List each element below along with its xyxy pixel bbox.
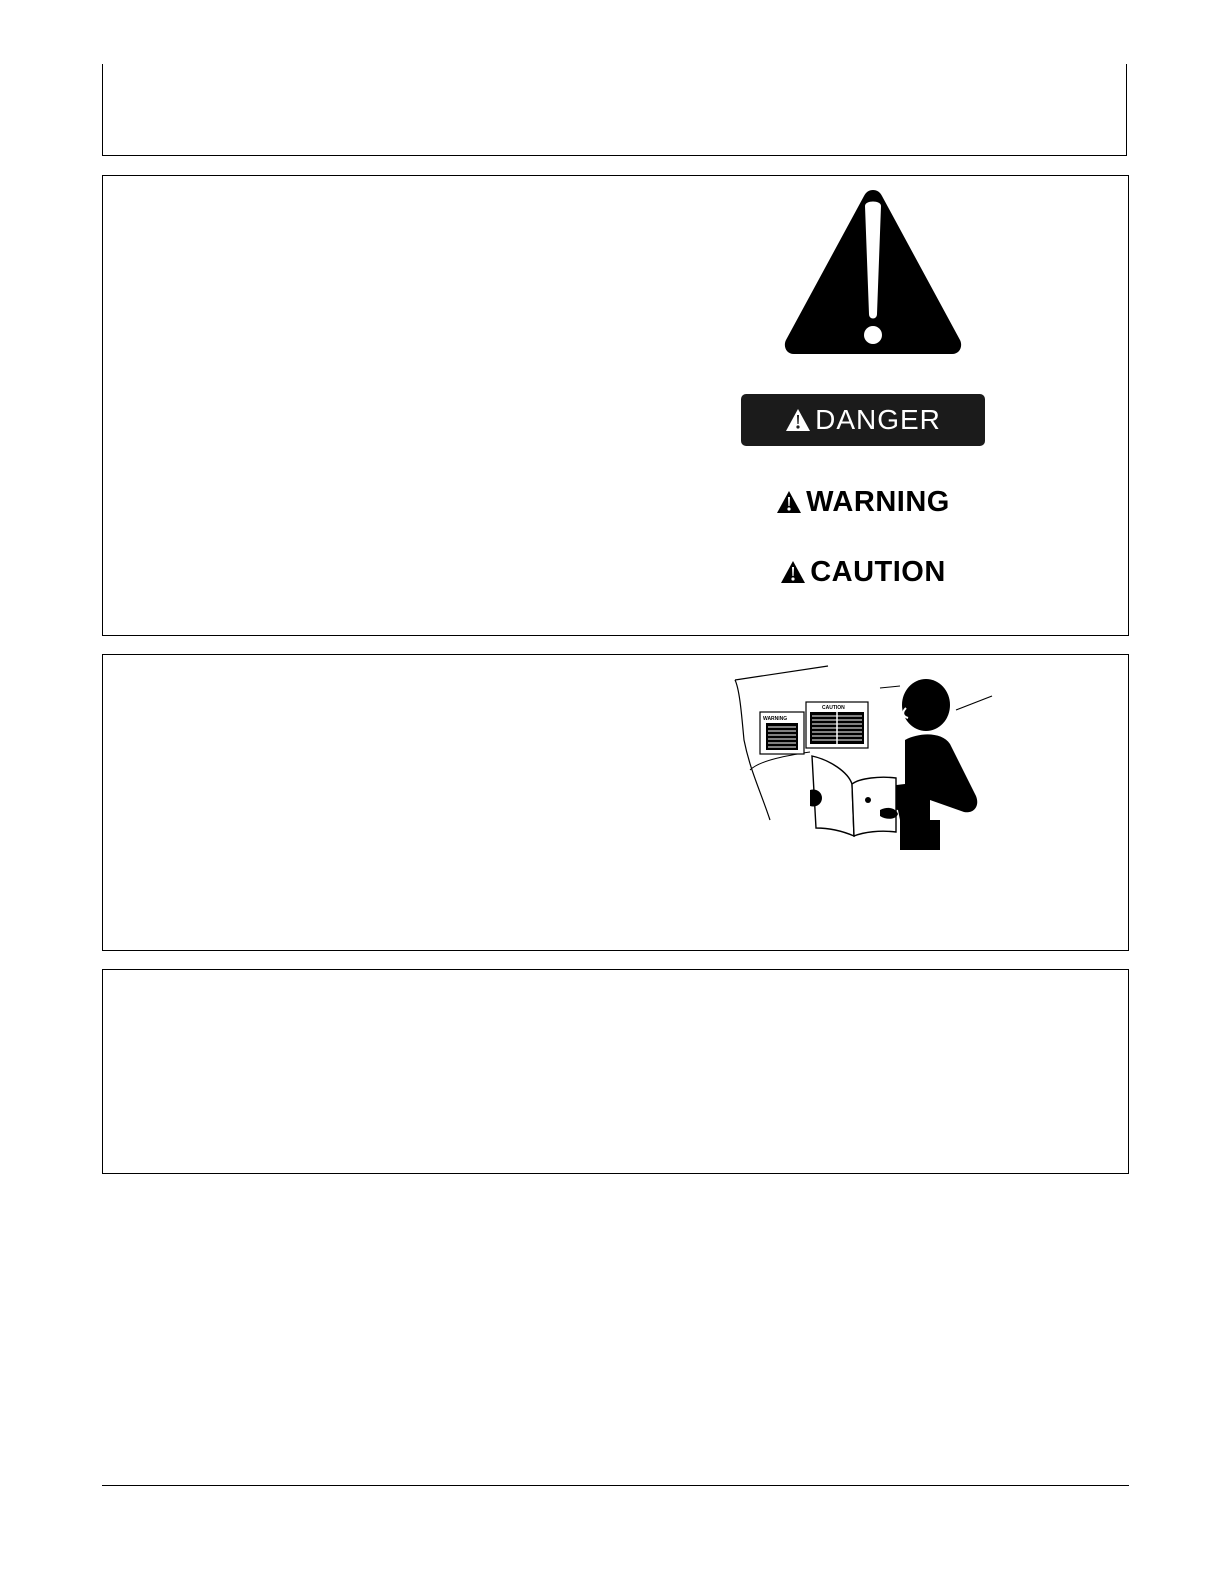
alert-triangle-icon xyxy=(780,560,806,584)
footer-divider xyxy=(102,1485,1129,1486)
danger-signal-label xyxy=(741,394,985,446)
alert-triangle-icon xyxy=(785,408,811,432)
caution-decal xyxy=(806,702,868,748)
empty-content-box xyxy=(102,969,1129,1174)
caution-text: CAUTION xyxy=(810,555,946,588)
warning-signal-label xyxy=(740,482,986,522)
warning-text: WARNING xyxy=(806,485,950,518)
alert-triangle-icon xyxy=(776,490,802,514)
safety-alert-triangle-icon xyxy=(780,184,966,358)
caution-signal-label xyxy=(740,552,986,592)
top-content-box xyxy=(102,64,1127,156)
decal-warning-heading: WARNING xyxy=(763,716,788,722)
danger-text: DANGER xyxy=(815,404,941,435)
warning-decal xyxy=(760,712,804,754)
decal-caution-heading: CAUTION xyxy=(822,705,845,711)
operator-reading-manual-illustration xyxy=(730,660,1030,855)
